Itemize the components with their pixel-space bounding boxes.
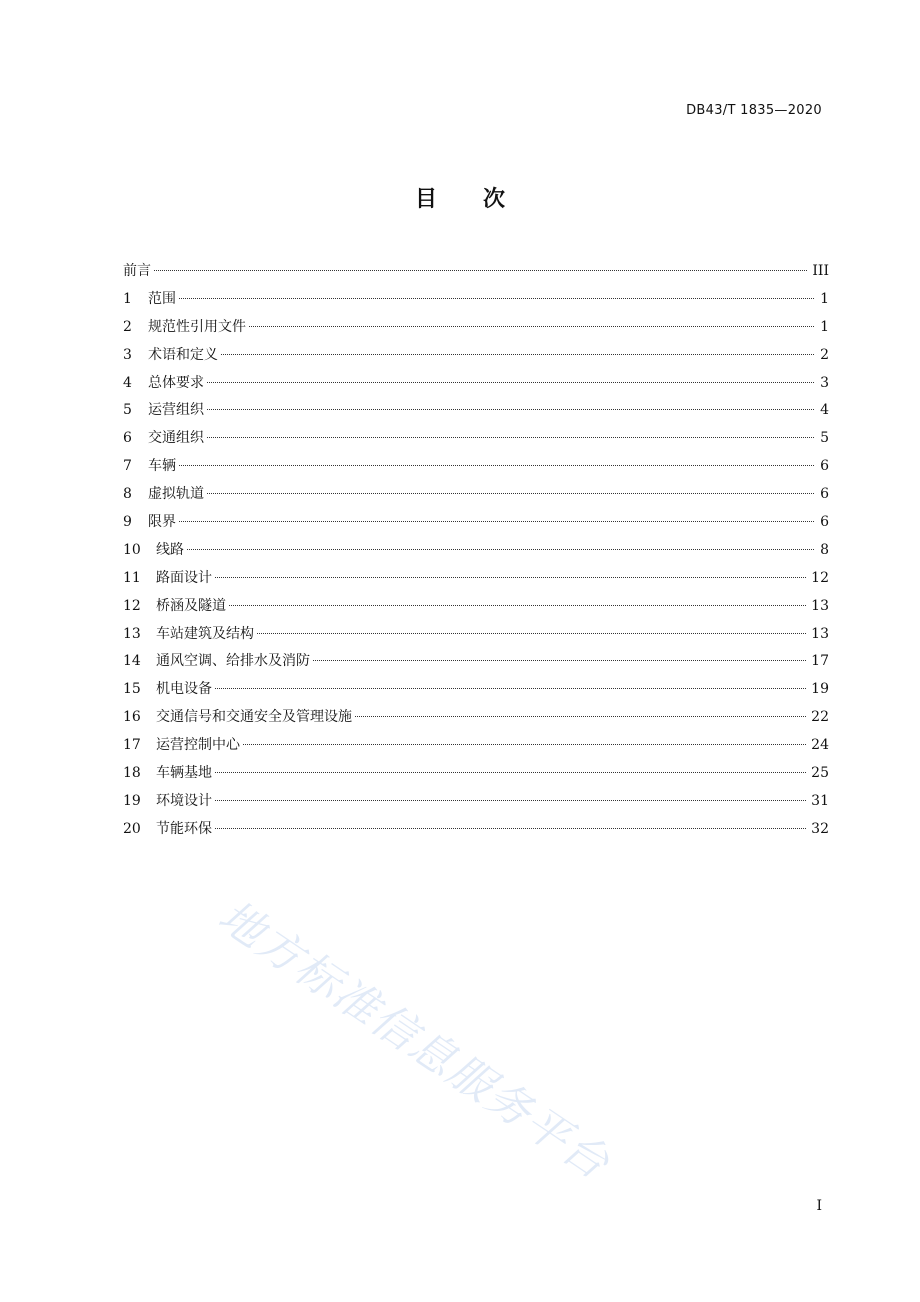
toc-dot-leader xyxy=(215,577,806,578)
toc-entry-page: 6 xyxy=(820,514,829,531)
toc-entry-label: 节能环保 xyxy=(156,820,212,837)
toc-entry-number: 12 xyxy=(123,597,141,614)
toc-entry-17[interactable] xyxy=(123,732,829,760)
toc-entry-page: 25 xyxy=(811,765,829,782)
toc-entry-number: 3 xyxy=(123,346,132,363)
toc-entry-label: 运营控制中心 xyxy=(156,737,240,754)
toc-entry-page: 13 xyxy=(811,597,829,614)
toc-entry-label: 术语和定义 xyxy=(148,346,218,363)
toc-entry-number: 18 xyxy=(123,765,141,782)
toc-dot-leader xyxy=(179,521,814,522)
toc-dot-leader xyxy=(179,298,814,299)
toc-entry-number: 11 xyxy=(123,569,141,586)
toc-entry-19[interactable] xyxy=(123,788,829,816)
toc-entry-label: 通风空调、给排水及消防 xyxy=(156,653,310,670)
toc-entry-label: 环境设计 xyxy=(156,792,212,809)
toc-entry-5[interactable] xyxy=(123,397,829,425)
toc-dot-leader xyxy=(154,270,807,271)
toc-entry-number: 16 xyxy=(123,709,141,726)
toc-entry-page: 24 xyxy=(811,737,829,754)
toc-entry-number: 6 xyxy=(123,430,132,447)
toc-entry-label: 交通信号和交通安全及管理设施 xyxy=(156,709,352,726)
toc-entry-14[interactable] xyxy=(123,648,829,676)
toc-entry-label: 路面设计 xyxy=(156,569,212,586)
toc-entry-label: 运营组织 xyxy=(148,402,204,419)
toc-entry-page: 19 xyxy=(811,681,829,698)
toc-entry-11[interactable] xyxy=(123,565,829,593)
toc-dot-leader xyxy=(215,688,806,689)
toc-entry-page: 13 xyxy=(811,625,829,642)
toc-entry-label: 车辆 xyxy=(148,458,176,475)
toc-entry-label: 限界 xyxy=(148,514,176,531)
toc-entry-page: 22 xyxy=(811,709,829,726)
table-of-contents xyxy=(123,258,829,844)
toc-entry-6[interactable] xyxy=(123,425,829,453)
toc-entry-13[interactable] xyxy=(123,621,829,649)
toc-entry-20[interactable] xyxy=(123,816,829,844)
toc-entry-3[interactable] xyxy=(123,342,829,370)
toc-entry-page: 6 xyxy=(820,486,829,503)
toc-entry-number: 9 xyxy=(123,514,132,531)
toc-dot-leader xyxy=(187,549,814,550)
toc-entry-foreword[interactable] xyxy=(123,258,829,286)
toc-dot-leader xyxy=(215,800,806,801)
toc-entry-number: 7 xyxy=(123,458,132,475)
toc-entry-4[interactable] xyxy=(123,370,829,398)
toc-dot-leader xyxy=(207,493,814,494)
toc-entry-2[interactable] xyxy=(123,314,829,342)
toc-entry-number: 1 xyxy=(123,290,132,307)
toc-entry-label: 机电设备 xyxy=(156,681,212,698)
toc-entry-label: 车站建筑及结构 xyxy=(156,625,254,642)
toc-entry-page: 8 xyxy=(820,541,829,558)
toc-entry-label: 范围 xyxy=(148,290,176,307)
toc-entry-number: 17 xyxy=(123,737,141,754)
toc-dot-leader xyxy=(249,326,814,327)
toc-entry-label: 桥涵及隧道 xyxy=(156,597,226,614)
toc-entry-9[interactable] xyxy=(123,509,829,537)
toc-entry-page: 17 xyxy=(811,653,829,670)
toc-entry-number: 20 xyxy=(123,820,141,837)
toc-dot-leader xyxy=(313,660,806,661)
toc-entry-number: 15 xyxy=(123,681,141,698)
toc-entry-page: 4 xyxy=(820,402,829,419)
title-char-2: 次 xyxy=(483,187,506,212)
title-char-1: 目 xyxy=(414,187,437,212)
toc-dot-leader xyxy=(229,605,806,606)
toc-entry-label: 虚拟轨道 xyxy=(148,486,204,503)
toc-entry-label: 车辆基地 xyxy=(156,765,212,782)
toc-entry-page: 3 xyxy=(820,374,829,391)
toc-entry-number: 5 xyxy=(123,402,132,419)
toc-entry-label: 总体要求 xyxy=(148,374,204,391)
toc-entry-1[interactable] xyxy=(123,286,829,314)
toc-dot-leader xyxy=(215,772,806,773)
toc-entry-page: 1 xyxy=(820,290,829,307)
toc-dot-leader xyxy=(207,409,814,410)
toc-entry-page: 31 xyxy=(811,792,829,809)
toc-entry-page: 6 xyxy=(820,458,829,475)
toc-entry-18[interactable] xyxy=(123,760,829,788)
toc-entry-number: 8 xyxy=(123,486,132,503)
toc-dot-leader xyxy=(243,744,806,745)
toc-entry-page: III xyxy=(812,263,829,279)
toc-entry-7[interactable] xyxy=(123,453,829,481)
toc-entry-page: 2 xyxy=(820,346,829,363)
toc-dot-leader xyxy=(221,354,814,355)
toc-entry-16[interactable] xyxy=(123,704,829,732)
toc-entry-page: 12 xyxy=(811,569,829,586)
toc-entry-10[interactable] xyxy=(123,537,829,565)
toc-entry-label: 线路 xyxy=(156,541,184,558)
toc-dot-leader xyxy=(179,465,814,466)
toc-dot-leader xyxy=(207,437,814,438)
toc-entry-number: 4 xyxy=(123,374,132,391)
page-number: I xyxy=(816,1198,822,1214)
watermark: 地方标准信息服务平台 xyxy=(209,890,620,1191)
toc-entry-label: 规范性引用文件 xyxy=(148,318,246,335)
toc-dot-leader xyxy=(207,382,814,383)
toc-entry-number: 13 xyxy=(123,625,141,642)
toc-entry-number: 19 xyxy=(123,792,141,809)
toc-dot-leader xyxy=(215,828,806,829)
toc-entry-8[interactable] xyxy=(123,481,829,509)
toc-entry-label: 交通组织 xyxy=(148,430,204,447)
toc-entry-number: 10 xyxy=(123,541,141,558)
toc-entry-page: 1 xyxy=(820,318,829,335)
page-title xyxy=(0,182,920,213)
toc-entry-label: 前言 xyxy=(123,263,151,279)
toc-entry-12[interactable] xyxy=(123,593,829,621)
toc-dot-leader xyxy=(257,633,806,634)
toc-entry-number: 2 xyxy=(123,318,132,335)
toc-dot-leader xyxy=(355,716,806,717)
toc-entry-page: 32 xyxy=(811,820,829,837)
toc-entry-number: 14 xyxy=(123,653,141,670)
toc-entry-15[interactable] xyxy=(123,676,829,704)
document-code: DB43/T 1835—2020 xyxy=(686,103,822,118)
toc-entry-page: 5 xyxy=(820,430,829,447)
